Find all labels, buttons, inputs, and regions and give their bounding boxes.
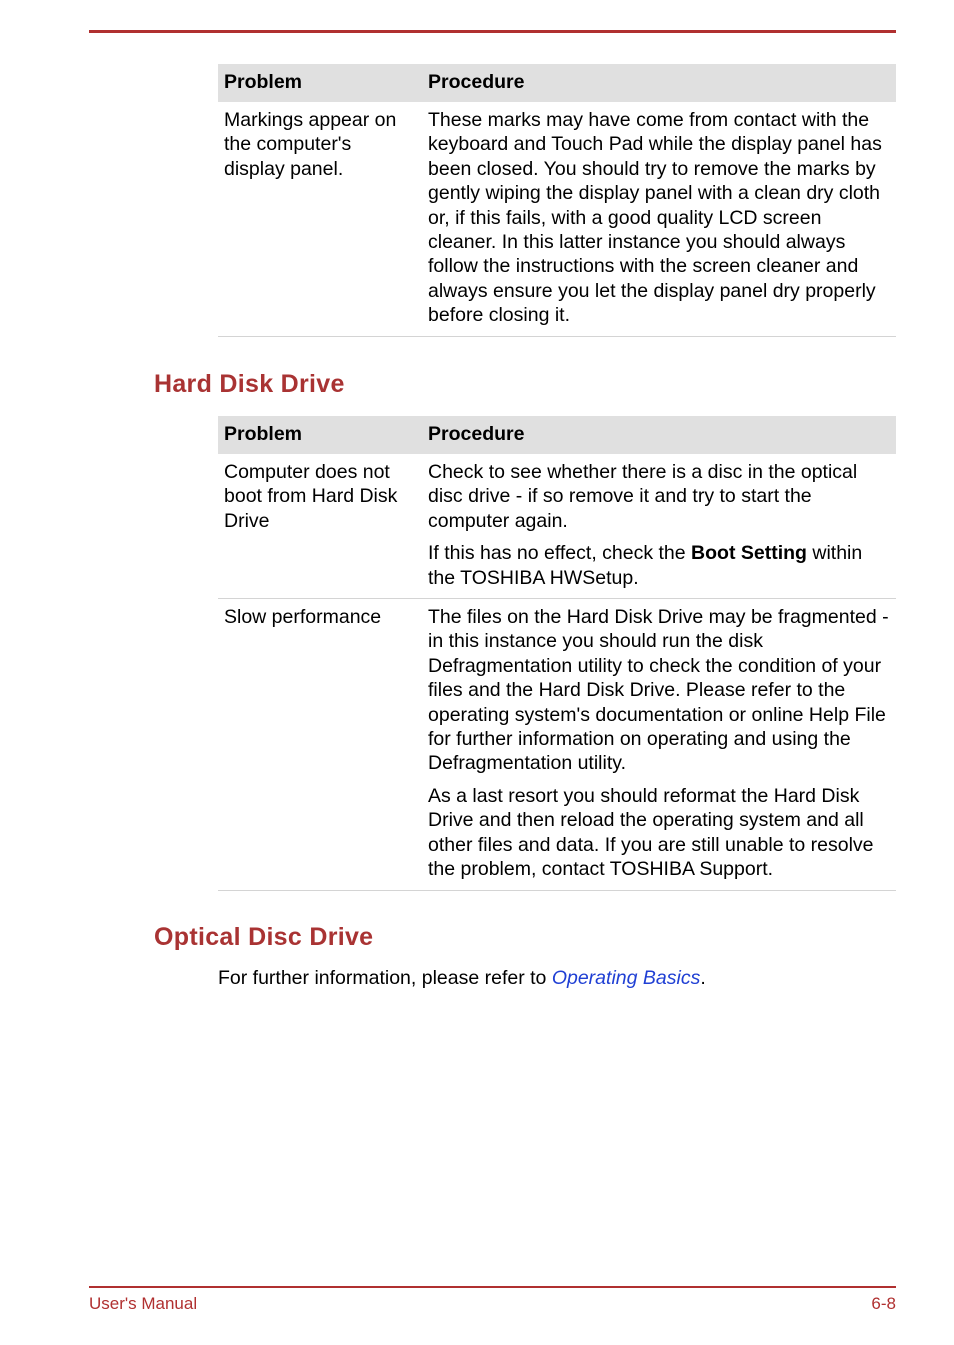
problem-cell: Computer does not boot from Hard Disk Drive (218, 454, 422, 599)
footer-manual-title: User's Manual (89, 1294, 198, 1313)
table-header-row (218, 416, 896, 454)
problem-cell: Markings appear on the computer's display panel. (218, 102, 422, 336)
procedure-text: Check to see whether there is a disc in the optical disc drive - if so remove it and try to start the computer again. (428, 461, 858, 532)
procedure-cell (422, 454, 896, 599)
reference-text: For further information, please refer to (218, 967, 552, 989)
procedure-text: The files on the Hard Disk Drive may be fragmented - in this instance you should run the disk Defragmentation utility to check the condition of your files and the Hard Disk Drive. Please refer to the operating system's documentation or online Help File for further information on operating and using the Defragmentation utility. (428, 606, 889, 775)
procedure-column-header: Procedure (422, 64, 896, 102)
procedure-text: These marks may have come from contact with the keyboard and Touch Pad while the display panel has been closed. You should try to remove the marks by gently wiping the display panel with a clean dry cloth or, if this fails, with a good quality LCD screen cleaner. In this latter instance you should always follow the instructions with the screen cleaner and always ensure you let the display panel dry properly before closing it. (428, 109, 882, 327)
table-row (218, 599, 896, 890)
operating-basics-link[interactable]: Operating Basics (551, 967, 701, 989)
problem-column-header: Problem (218, 416, 422, 454)
table-row (218, 102, 896, 336)
procedure-cell (422, 599, 896, 890)
procedure-text (428, 541, 890, 590)
problem-column-header: Problem (218, 64, 422, 102)
procedure-text-before: If this has no effect, check the (428, 542, 692, 565)
boot-setting-term: Boot Setting (691, 542, 807, 565)
problem-cell: Slow performance (218, 599, 422, 890)
table-header-row (218, 64, 896, 102)
hard-disk-drive-heading: Hard Disk Drive (154, 370, 345, 398)
header-rule (89, 30, 896, 33)
procedure-column-header: Procedure (422, 416, 896, 454)
display-troubleshooting-table (218, 64, 896, 337)
reference-text-end: . (700, 967, 706, 989)
hard-disk-drive-table (218, 416, 896, 891)
table-row (218, 454, 896, 599)
footer-rule (89, 1286, 896, 1288)
optical-disc-drive-heading: Optical Disc Drive (154, 923, 374, 951)
procedure-cell (422, 102, 896, 336)
optical-disc-drive-text (218, 967, 706, 990)
procedure-text: As a last resort you should reformat the Hard Disk Drive and then reload the operating system and all other files and data. If you are still unable to resolve the problem, contact TOSHIBA Support. (428, 784, 874, 881)
procedure-text-after: within the TOSHIBA HWSetup. (428, 542, 863, 589)
footer-page-number: 6-8 (871, 1294, 896, 1313)
